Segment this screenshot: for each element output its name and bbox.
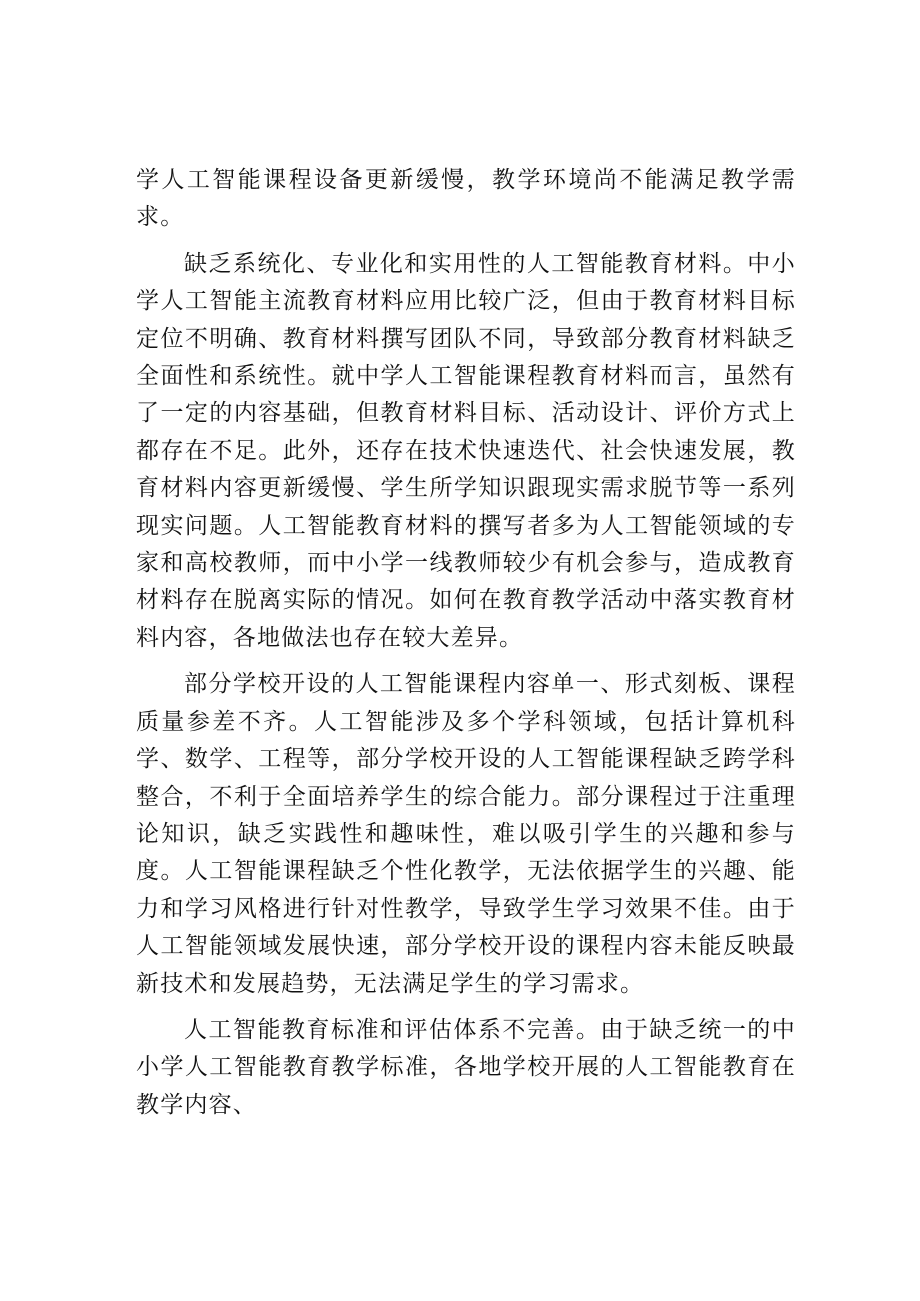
paragraph-standards-evaluation: 人工智能教育标准和评估体系不完善。由于缺乏统一的中小学人工智能教育教学标准，各地学校开展的人工智能教育在教学内容、 xyxy=(136,1016,796,1118)
document-body xyxy=(136,162,796,1124)
paragraph-teaching-materials: 缺乏系统化、专业化和实用性的人工智能教育材料。中小学人工智能主流教育材料应用比较广泛，但由于教育材料目标定位不明确、教育材料撰写团队不同，导致部分教育材料缺乏全面性和系统性。就中学人工智能课程教育材料而言，虽然有了一定的内容基础，但教育材料目标、活动设计、评价方式上都存在不足。此外，还存在技术快速迭代、社会快速发展，教育材料内容更新缓慢、学生所学知识跟现实需求脱节等一系列现实问题。人工智能教育材料的撰写者多为人工智能领域的专家和高校教师，而中小学一线教师较少有机会参与，造成教育材料存在脱离实际的情况。如何在教育教学活动中落实教育材料内容，各地做法也存在较大差异。 xyxy=(136,250,796,651)
paragraph-continuation: 学人工智能课程设备更新缓慢，教学环境尚不能满足教学需求。 xyxy=(136,167,796,231)
paragraph-course-content: 部分学校开设的人工智能课程内容单一、形式刻板、课程质量参差不齐。人工智能涉及多个学科领域，包括计算机科学、数学、工程等，部分学校开设的人工智能课程缺乏跨学科整合，不利于全面培养学生的综合能力。部分课程过于注重理论知识，缺乏实践性和趣味性，难以吸引学生的兴趣和参与度。人工智能课程缺乏个性化教学，无法依据学生的兴趣、能力和学习风格进行针对性教学，导致学生学习效果不佳。由于人工智能领域发展快速，部分学校开设的课程内容未能反映最新技术和发展趋势，无法满足学生的学习需求。 xyxy=(136,671,796,997)
